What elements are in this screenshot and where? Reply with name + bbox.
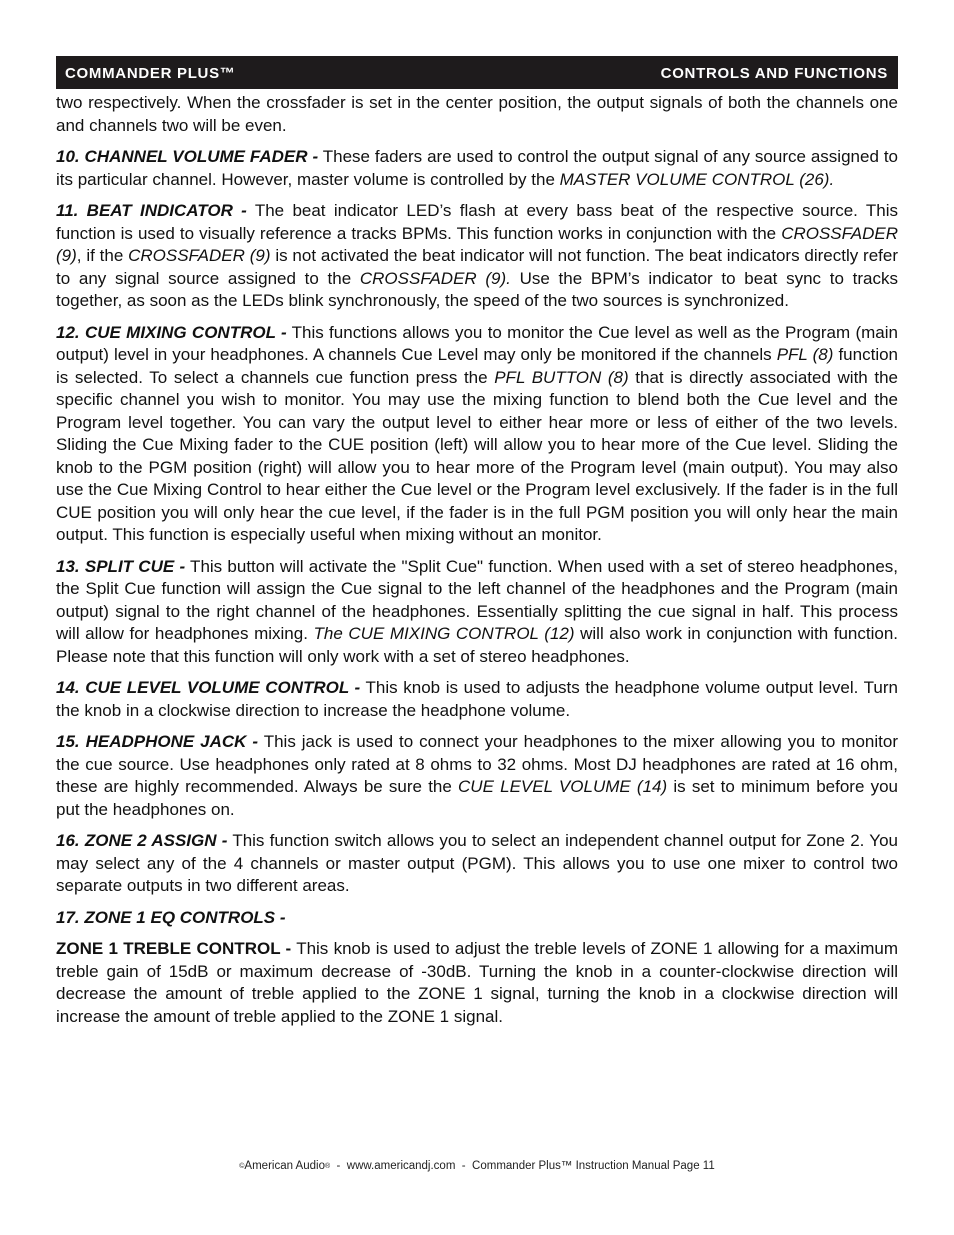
footer-separator: - (330, 1160, 347, 1172)
item-reference: CROSSFADER (9). (359, 268, 511, 288)
footer-company: American Audio (244, 1160, 325, 1172)
header-product-title: COMMANDER PLUS™ (65, 65, 236, 82)
copyright-mark: © (239, 1163, 245, 1170)
registered-mark: ® (324, 1163, 331, 1170)
item-text: will also work in conjunction with function. Please note that this function will only work with a set of stereo headphones. (56, 624, 898, 666)
footer-website: www.americandj.com (346, 1160, 456, 1172)
item-text: is not activated the beat indicator will not function. The beat indicators directly refer to any signal source assigned to the (56, 246, 898, 288)
item-heading: 17. ZONE 1 EQ CONTROLS - (56, 907, 286, 927)
item-heading: 16. ZONE 2 ASSIGN - (56, 831, 228, 850)
footer-separator: - (455, 1160, 473, 1172)
header-section-title: CONTROLS AND FUNCTIONS (660, 65, 888, 82)
subitem-text: This knob is used to adjust the treble levels of ZONE 1 allowing for a maximum treble gain of 15dB or maximum decrease of -30dB. Turning the knob in a counter-clockwise direction will decrease the amount of treble applied to the ZONE 1 signal, turning the knob in a clockwise direction will increase the amount of treble applied to the ZONE 1 signal. (56, 939, 898, 1026)
footer-manual-page: Commander Plus™ Instruction Manual Page 11 (472, 1160, 715, 1172)
item-text: This knob is used to adjusts the headphone volume output level. Turn the knob in a clockwise direction to increase the headphone volume. (56, 678, 898, 720)
item-text: that is directly associated with the specific channel you wish to monitor. You may use the mixing function to blend both the Cue level and the Program level together. You can vary the output level to either hear more or less of either of the two levels. Sliding the Cue Mixing fader to the CUE position (left) will allow you to hear more of the Cue level. Sliding the knob to the PGM position (right) will allow you to hear more of the Program level (main output). You may also use the Cue Mixing Control to hear either the Cue level or the Program level exclusively. If the fader is in the full CUE position you will only hear the cue level, if the fader is in the full PGM position you will only hear the main output. This function is especially useful when mixing without an monitor. (56, 367, 899, 544)
item-reference: CROSSFADER (9) (128, 246, 271, 265)
item-heading: 14. CUE LEVEL VOLUME CONTROL - (56, 678, 361, 697)
item-text: This functions allows you to monitor the Cue level as well as the Program (main output) level in your headphones. A channels Cue Level may only be monitored if the channels (56, 322, 898, 364)
item-16-zone-2-assign (56, 830, 898, 898)
item-reference: CROSSFADER (9) (56, 223, 898, 265)
item-reference: MASTER VOLUME CONTROL (26). (559, 169, 835, 189)
item-text: is set to minimum before you put the headphones on. (56, 777, 898, 819)
item-reference: PFL BUTTON (8) (494, 367, 629, 387)
item-text: This jack is used to connect your headphones to the mixer allowing you to monitor the cue source. Use headphones only rated at 8 ohms to 32 ohms. Most DJ headphones are rated at 16 ohm, these are highly recommended. Always be sure the (56, 732, 898, 796)
page-body (56, 92, 898, 1037)
item-text: Use the BPM’s indicator to beat sync to tracks together, as soon as the LEDs blink synchronously, the speed of the two sources is synchronized. (56, 268, 898, 310)
item-10-channel-volume-fader (56, 146, 898, 191)
item-reference: The CUE MIXING CONTROL (12) (313, 624, 575, 643)
item-reference: PFL (8) (776, 345, 834, 364)
item-11-beat-indicator (56, 200, 898, 313)
item-17-zone-1-eq-controls (56, 907, 898, 930)
zone-1-treble-control (56, 938, 898, 1028)
item-heading: 12. CUE MIXING CONTROL - (56, 322, 287, 342)
item-heading: 15. HEADPHONE JACK - (56, 732, 259, 751)
item-13-split-cue (56, 556, 898, 669)
intro-paragraph: two respectively. When the crossfader is set in the center position, the output signals of both the channels one and channels two will be even. (56, 93, 898, 135)
item-heading: 13. SPLIT CUE - (56, 556, 186, 576)
item-text: This function switch allows you to select an independent channel output for Zone 2. You may select any of the 4 channels or master output (PGM). This allows you to use one mixer to control two separate outputs in two different areas. (56, 831, 898, 895)
item-heading: 10. CHANNEL VOLUME FADER - (56, 147, 319, 166)
item-text: This button will activate the "Split Cue" function. When used with a set of stereo headphones, the Split Cue function will assign the Cue signal to the left channel of the headphones and the Program (main output) signal to the right channel of the headphones. Essentially splitting the cue signal in half. This process will allow for headphones mixing. (56, 556, 898, 643)
subitem-heading: ZONE 1 TREBLE CONTROL - (56, 939, 292, 958)
page-header (56, 56, 898, 89)
item-reference: CUE LEVEL VOLUME (14) (458, 777, 668, 796)
item-heading: 11. BEAT INDICATOR - (56, 201, 247, 220)
item-text: , if the (76, 246, 129, 265)
item-text: function is selected. To select a channels cue function press the (56, 345, 899, 387)
item-15-headphone-jack (56, 731, 898, 821)
item-text: These faders are used to control the output signal of any source assigned to its particular channel. However, master volume is controlled by the (56, 147, 898, 189)
page-footer (0, 1160, 954, 1172)
item-14-cue-level-volume-control (56, 677, 898, 722)
item-12-cue-mixing-control (56, 322, 898, 547)
item-text: The beat indicator LED’s flash at every bass beat of the respective source. This function is used to visually reference a tracks BPMs. This function works in conjunction with the (56, 201, 898, 243)
